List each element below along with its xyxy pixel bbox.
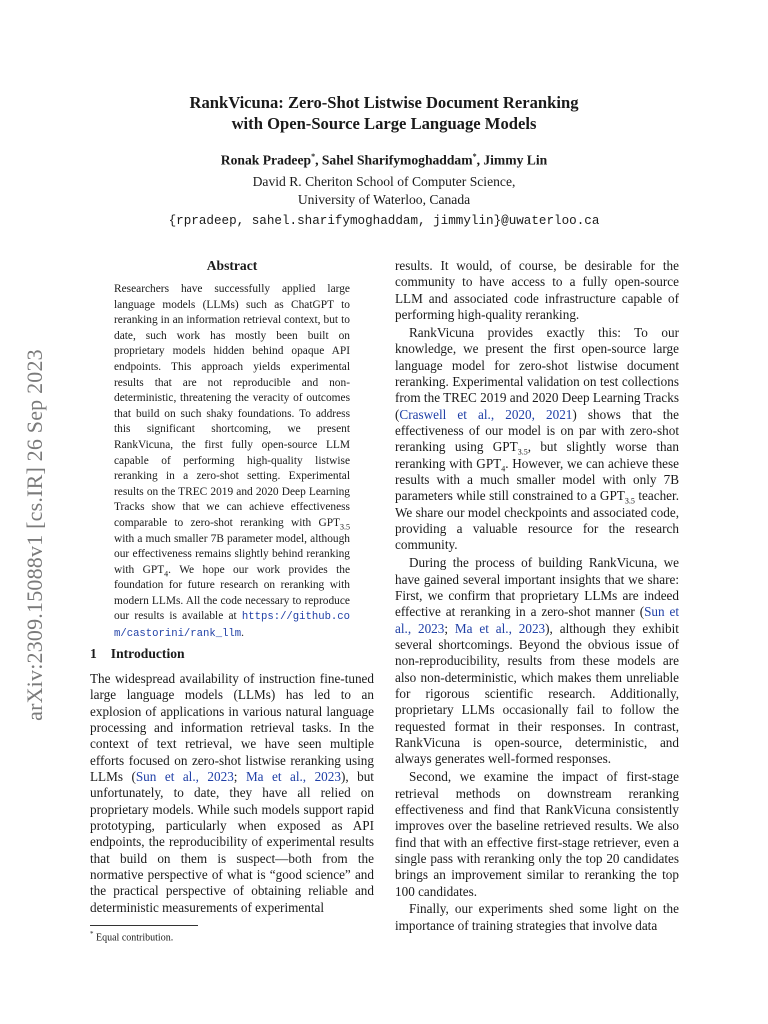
paper-title [90, 92, 678, 134]
footnote-text: Equal contribution. [93, 932, 174, 944]
arxiv-stamp-text: arXiv:2309.15088v1 [cs.IR] 26 Sep 2023 [22, 349, 48, 721]
abstract-text: . We hope our work provides the foundation for future research on reranking with modern LLMs. All the code necessary to reproduce our results is available at [114, 563, 350, 623]
gpt-version-subscript: 4 [501, 464, 506, 474]
author-3: Jimmy Lin [483, 152, 548, 168]
citation-link[interactable]: Craswell et al., 2020, 2021 [399, 406, 573, 422]
section-heading-introduction [90, 646, 374, 662]
right-column [395, 258, 679, 936]
affiliation [90, 173, 678, 209]
title-line-1: RankVicuna: Zero-Shot Listwise Document Reranking [189, 93, 579, 112]
body-text: ), but unfortunately, to date, they have all relied on proprietary models. While such models support rapid prototyping, particularly when exposed as API endpoints, the reproducibility of experimental results that build on them is suspect—both from the normative perspective of what is “good science” and the practical perspective of obtaining reliable and deterministic measurements of experimental [90, 769, 374, 915]
gpt-version-subscript: 3.5 [517, 447, 528, 457]
arxiv-stamp [22, 325, 48, 745]
paragraph [395, 258, 679, 323]
body-text: The widespread availability of instruction fine-tuned large language models (LLMs) has led to an explosion of applications in various natural language processing and information retrieval tasks. In the context of text retrieval, we have seen multiple efforts focused on zero-shot listwise reranking using LLMs ( [90, 671, 374, 785]
body-text: ) shows that the effectiveness of our model is on par with zero-shot reranking using GPT [395, 406, 679, 455]
body-text: Second, we examine the impact of first-stage retrieval methods on downstream reranking effectiveness and find that RankVicuna consistently improves over the baseline retrieved results. We also find that with an effective first-stage retriever, even a single pass with reranking only the top 20 candidates brings an improvement similar to reranking the top 100 candidates. [395, 769, 679, 899]
citation-link[interactable]: Ma et al., 2023 [454, 620, 546, 636]
introduction-body [90, 671, 374, 916]
body-text: Finally, our experiments shed some light on the importance of training strategies that involve data [395, 901, 679, 933]
paragraph [395, 325, 679, 554]
code-repository-link[interactable]: https://github.com/castorini/rank_llm [114, 611, 350, 641]
body-text: . However, we can achieve these results with a much smaller model with only 7B parameters while still constrained to a GPT [395, 455, 680, 504]
author-1: Ronak Pradeep [220, 152, 312, 168]
body-text: ; [233, 769, 246, 785]
abstract-body [114, 282, 350, 643]
paragraph [395, 769, 679, 900]
paragraph [395, 555, 679, 767]
affiliation-line-1: David R. Cheriton School of Computer Science, [252, 174, 516, 189]
abstract-text: . [241, 627, 245, 640]
author-separator: , [476, 152, 484, 168]
citation-link[interactable]: Sun et al., 2023 [135, 769, 234, 785]
footnote-mark: * [90, 930, 94, 938]
author-2: Sahel Sharifymoghaddam [321, 152, 473, 168]
section-title: Introduction [110, 646, 185, 661]
footnote-divider [90, 925, 198, 926]
body-text: teacher. We share our model checkpoints and associated code, providing a valuable resource for the research community. [395, 488, 679, 553]
author-separator: , [315, 152, 322, 168]
author-list [90, 148, 678, 170]
equal-contribution-mark: * [311, 152, 316, 161]
abstract-text: with a much smaller 7B parameter model, although our effectiveness remains slightly behind reranking with GPT [114, 532, 350, 576]
citation-link[interactable]: Ma et al., 2023 [245, 769, 341, 785]
gpt-version-subscript: 4 [164, 568, 169, 578]
body-text: During the process of building RankVicuna, we have gained several important insights that we share: First, we confirm that proprietary LLMs are indeed effective at reranking in a zero-shot manner ( [395, 555, 679, 620]
body-text: results. It would, of course, be desirable for the community to have access to a fully open-source LLM and associated code infrastructure capable of performing high-quality reranking. [395, 258, 679, 323]
body-text: ), although they exhibit several shortcomings. Beyond the obvious issue of non-reproducibility, results from these models are also non-deterministic, which makes them unreliable for rigorous scientific research. Additionally, proprietary LLMs occasionally fail to follow the requested format in their responses. In contrast, RankVicuna is open-source, deterministic, and always generates well-formed responses. [395, 620, 679, 767]
body-text: RankVicuna provides exactly this: To our knowledge, we present the first open-source large language model for zero-shot listwise document reranking. Experimental validation on test collections from the TREC 2019 and 2020 Deep Learning Tracks ( [395, 324, 679, 422]
abstract-heading: Abstract [206, 258, 258, 273]
abstract-text: Researchers have successfully applied large language models (LLMs) such as ChatGPT to reranking in an information retrieval context, but to date, such work has mostly been built on proprietary models hidden behind opaque API endpoints. This approach yields experimental results that are not reproducible and non-deterministic, threatening the veracity of outcomes that build on such shaky foundations. To address this significant shortcoming, we present RankVicuna, the first fully open-source LLM capable of performing high-quality listwise reranking in a zero-shot setting. Experimental results on the TREC 2019 and 2020 Deep Learning Tracks show that we can achieve effectiveness comparable to zero-shot reranking with GPT [114, 283, 350, 529]
gpt-version-subscript: 3.5 [340, 522, 350, 532]
citation-link[interactable]: Sun et al., 2023 [395, 604, 679, 636]
footnote [90, 928, 374, 944]
paragraph [395, 901, 679, 934]
body-text: ; [444, 620, 455, 636]
author-emails: {rpradeep, sahel.sharifymoghaddam, jimmylin}@uwaterloo.ca [168, 214, 600, 228]
affiliation-line-2: University of Waterloo, Canada [297, 192, 471, 207]
body-text: , but slightly worse than reranking with GPT [395, 439, 679, 471]
section-number: 1 [90, 646, 97, 661]
title-line-2: with Open-Source Large Language Models [231, 114, 537, 133]
gpt-version-subscript: 3.5 [624, 496, 635, 506]
equal-contribution-mark: * [472, 152, 477, 161]
